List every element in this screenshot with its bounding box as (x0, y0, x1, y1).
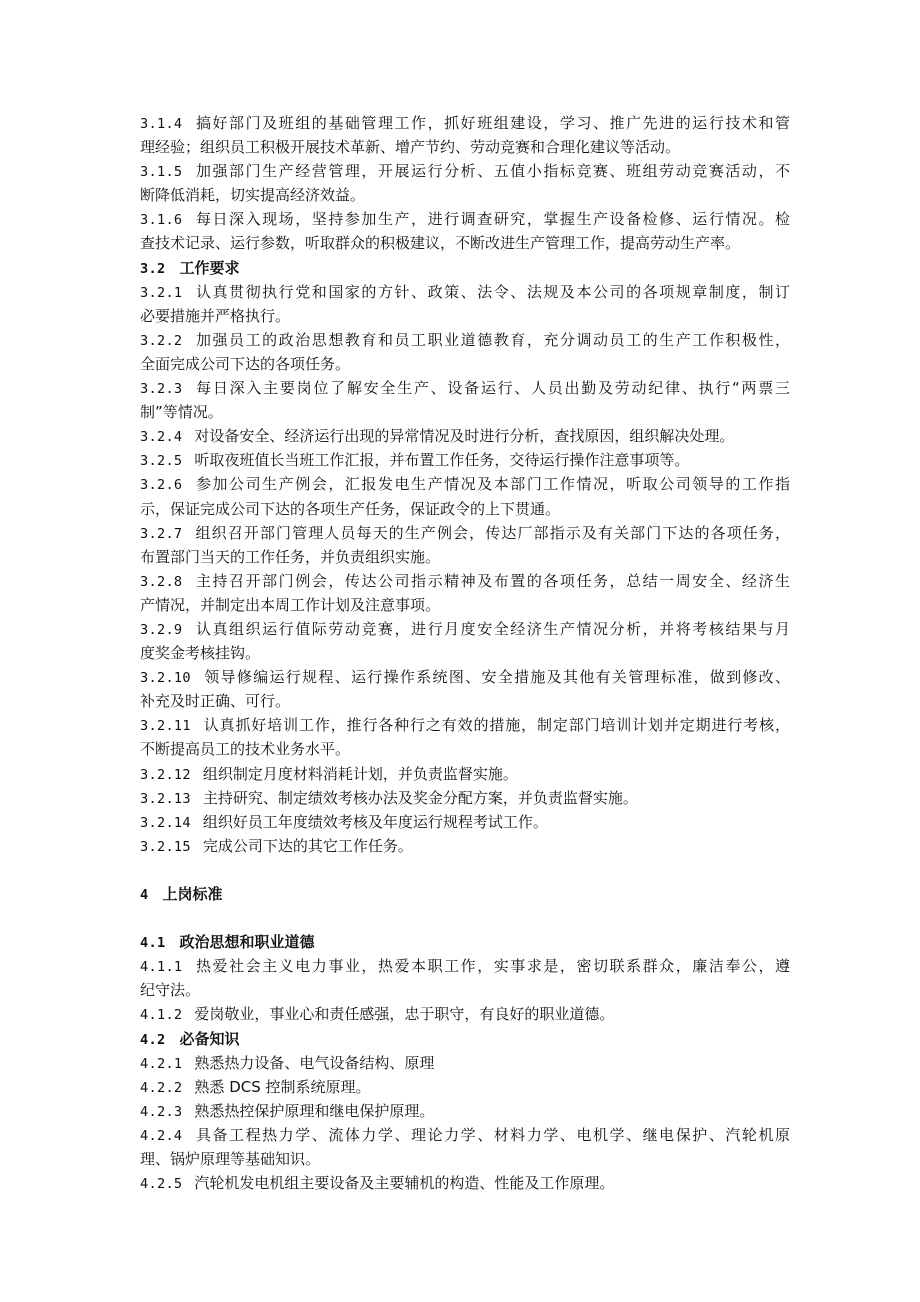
text-line (140, 810, 790, 834)
clause-text: 必要措施并严格执行。 (140, 306, 291, 325)
clause-text: 搞好部门及班组的基础管理工作，抓好班组建设，学习、推广先进的运行技术和管 (194, 114, 790, 132)
clause-paragraph (140, 1099, 790, 1123)
text-line (140, 159, 790, 183)
clause-paragraph (140, 111, 790, 159)
clause-number: 4 (140, 887, 149, 903)
clause-text: 汽轮机发电机组主要设备及主要辅机的构造、性能及工作原理。 (194, 1174, 615, 1193)
clause-paragraph (140, 1051, 790, 1075)
clause-paragraph (140, 1075, 790, 1099)
clause-text: 加强部门生产经营管理，开展运行分析、五值小指标竞赛、班组劳动竞赛活动，不 (194, 162, 790, 181)
clause-paragraph (140, 810, 790, 834)
clause-text: 查技术记录、运行参数，听取群众的积极建议，不断改进生产管理工作，提高劳动生产率。 (140, 234, 741, 253)
clause-text: 理经验；组织员工积极开展技术革新、增产节约、劳动竞赛和合理化建议等活动。 (140, 138, 681, 157)
clause-text: 补充及时正确、可行。 (140, 692, 291, 711)
text-line (140, 737, 790, 761)
blank-line (140, 858, 790, 882)
text-line (140, 448, 790, 472)
clause-text: 不断提高员工的技术业务水平。 (140, 740, 351, 759)
text-line (140, 641, 790, 665)
clause-number: 3.2.13 (140, 790, 191, 807)
text-line (140, 930, 790, 954)
text-line (140, 111, 790, 135)
clause-text: 每日深入现场，坚持参加生产，进行调查研究，掌握生产设备检修、运行情况。检 (194, 210, 790, 229)
clause-number: 3.2 (140, 260, 166, 277)
clause-number: 3.2.6 (140, 477, 183, 494)
clause-paragraph (140, 665, 790, 713)
text-line (140, 183, 790, 207)
clause-paragraph (140, 159, 790, 207)
text-line (140, 1075, 790, 1099)
clause-text: 听取夜班值长当班工作汇报，并布置工作任务，交待运行操作注意事项等。 (194, 451, 690, 470)
clause-number: 3.2.15 (140, 838, 191, 855)
clause-text: 主持召开部门例会，传达公司指示精神及布置的各项任务，总结一周安全、经济生 (194, 571, 790, 590)
text-line (140, 497, 790, 521)
text-line (140, 376, 790, 400)
clause-text: 全面完成公司下达的各项任务。 (140, 354, 351, 373)
clause-paragraph (140, 762, 790, 786)
clause-paragraph (140, 786, 790, 810)
clause-text: 度奖金考核挂钩。 (140, 644, 261, 663)
clause-paragraph (140, 713, 790, 761)
clause-text: 认真组织运行值际劳动竞赛，进行月度安全经济生产情况分析，并将考核结果与月 (194, 619, 790, 638)
text-line (140, 304, 790, 328)
clause-number: 3.1.6 (140, 212, 183, 229)
text-line (140, 689, 790, 713)
clause-text: 熟悉 DCS 控制系统原理。 (194, 1077, 371, 1096)
clause-number: 3.2.11 (140, 718, 191, 735)
clause-text: 认真抓好培训工作，推行各种行之有效的措施，制定部门培训计划并定期进行考核， (202, 716, 790, 735)
text-line (140, 135, 790, 159)
clause-paragraph (140, 280, 790, 328)
text-line (140, 1027, 790, 1051)
text-line (140, 954, 790, 978)
text-line (140, 1171, 790, 1195)
text-line (140, 207, 790, 231)
clause-text: 具备工程热力学、流体力学、理论力学、材料力学、电机学、继电保护、汽轮机原 (194, 1125, 790, 1144)
section-heading (140, 256, 790, 280)
clause-text: 认真贯彻执行党和国家的方针、政策、法令、法规及本公司的各项规章制度，制订 (194, 282, 790, 301)
clause-paragraph (140, 954, 790, 1002)
clause-number: 4.1.1 (140, 959, 183, 976)
clause-text: 工作要求 (179, 258, 240, 277)
clause-paragraph (140, 1171, 790, 1195)
text-line (140, 545, 790, 569)
clause-text: 政治思想和职业道德 (179, 933, 315, 952)
text-line (140, 762, 790, 786)
clause-number: 3.2.7 (140, 525, 183, 542)
clause-text: 必备知识 (179, 1029, 240, 1048)
text-line (140, 424, 790, 448)
clause-number: 4.1 (140, 935, 166, 952)
text-line (140, 1002, 790, 1026)
clause-text: 完成公司下达的其它工作任务。 (202, 836, 413, 855)
clause-text: 参加公司生产例会，汇报发电生产情况及本部门工作情况，听取公司领导的工作指 (194, 475, 790, 494)
clause-number: 3.2.12 (140, 766, 191, 783)
document-page (140, 111, 790, 1195)
clause-text: 熟悉热控保护原理和继电保护原理。 (194, 1101, 435, 1120)
clause-number: 4.2.4 (140, 1127, 183, 1144)
section-heading (140, 1027, 790, 1051)
text-line (140, 786, 790, 810)
clause-number: 3.2.8 (140, 573, 183, 590)
clause-number: 3.1.5 (140, 164, 183, 181)
clause-text: 纪守法。 (140, 981, 201, 1000)
clause-paragraph (140, 207, 790, 255)
clause-text: 布置部门当天的工作任务，并负责组织实施。 (140, 547, 441, 566)
text-line (140, 472, 790, 496)
clause-number: 3.2.2 (140, 332, 183, 349)
clause-paragraph (140, 1123, 790, 1171)
text-line (140, 713, 790, 737)
clause-text: 产情况，并制定出本周工作计划及注意事项。 (140, 595, 441, 614)
text-line (140, 521, 790, 545)
clause-text: 理、锅炉原理等基础知识。 (140, 1150, 321, 1169)
text-line (140, 569, 790, 593)
clause-number: 4.2 (140, 1031, 166, 1048)
clause-paragraph (140, 521, 790, 569)
clause-paragraph (140, 376, 790, 424)
blank-line (140, 906, 790, 930)
clause-text: 组织好员工年度绩效考核及年度运行规程考试工作。 (202, 812, 548, 831)
clause-number: 4.2.3 (140, 1103, 183, 1120)
clause-number: 3.1.4 (140, 116, 183, 132)
text-line (140, 834, 790, 858)
clause-text: 爱岗敬业，事业心和责任感强，忠于职守，有良好的职业道德。 (194, 1005, 615, 1024)
text-line (140, 617, 790, 641)
clause-text: 熟悉热力设备、电气设备结构、原理 (194, 1053, 435, 1072)
clause-paragraph (140, 448, 790, 472)
clause-text: 组织召开部门管理人员每天的生产例会，传达厂部指示及有关部门下达的各项任务， (194, 523, 790, 542)
clause-number: 4.2.2 (140, 1079, 183, 1096)
text-line (140, 1147, 790, 1171)
clause-number: 4.2.1 (140, 1055, 183, 1072)
clause-text: 上岗标准 (162, 885, 223, 903)
clause-number: 3.2.1 (140, 284, 183, 301)
text-line (140, 593, 790, 617)
clause-text: 领导修编运行规程、运行操作系统图、安全措施及其他有关管理标准，做到修改、 (202, 668, 790, 687)
clause-number: 3.2.10 (140, 670, 191, 687)
text-line (140, 1051, 790, 1075)
clause-text: 加强员工的政治思想教育和员工职业道德教育，充分调动员工的生产工作积极性， (194, 330, 790, 349)
clause-text: 示，保证完成公司下达的各项生产任务，保证政令的上下贯通。 (140, 499, 561, 518)
text-line (140, 352, 790, 376)
text-line (140, 280, 790, 304)
clause-text: 组织制定月度材料消耗计划，并负责监督实施。 (202, 764, 518, 783)
clause-text: 热爱社会主义电力事业，热爱本职工作，实事求是，密切联系群众，廉洁奉公，遵 (194, 957, 790, 976)
clause-text: 主持研究、制定绩效考核办法及奖金分配方案，并负责监督实施。 (202, 788, 638, 807)
clause-paragraph (140, 1002, 790, 1026)
text-line (140, 882, 790, 906)
text-line (140, 665, 790, 689)
text-line (140, 1099, 790, 1123)
text-line (140, 978, 790, 1002)
clause-paragraph (140, 834, 790, 858)
clause-number: 4.1.2 (140, 1007, 183, 1024)
section-heading (140, 930, 790, 954)
text-line (140, 256, 790, 280)
clause-number: 3.2.4 (140, 429, 183, 446)
clause-number: 4.2.5 (140, 1176, 183, 1193)
clause-number: 3.2.5 (140, 453, 183, 470)
text-line (140, 1123, 790, 1147)
section-heading (140, 882, 790, 906)
clause-paragraph (140, 424, 790, 448)
clause-text: 每日深入主要岗位了解安全生产、设备运行、人员出勤及劳动纪律、执行“两票三 (194, 379, 790, 398)
clause-paragraph (140, 617, 790, 665)
clause-text: 断降低消耗，切实提高经济效益。 (140, 186, 366, 205)
clause-paragraph (140, 328, 790, 376)
text-line (140, 400, 790, 424)
text-line (140, 231, 790, 255)
clause-number: 3.2.9 (140, 621, 183, 638)
clause-number: 3.2.14 (140, 814, 191, 831)
clause-paragraph (140, 569, 790, 617)
clause-text: 对设备安全、经济运行出现的异常情况及时进行分析，查找原因，组织解决处理。 (194, 427, 735, 446)
clause-text: 制”等情况。 (140, 403, 223, 422)
clause-number: 3.2.3 (140, 381, 183, 398)
text-line (140, 328, 790, 352)
clause-paragraph (140, 472, 790, 520)
